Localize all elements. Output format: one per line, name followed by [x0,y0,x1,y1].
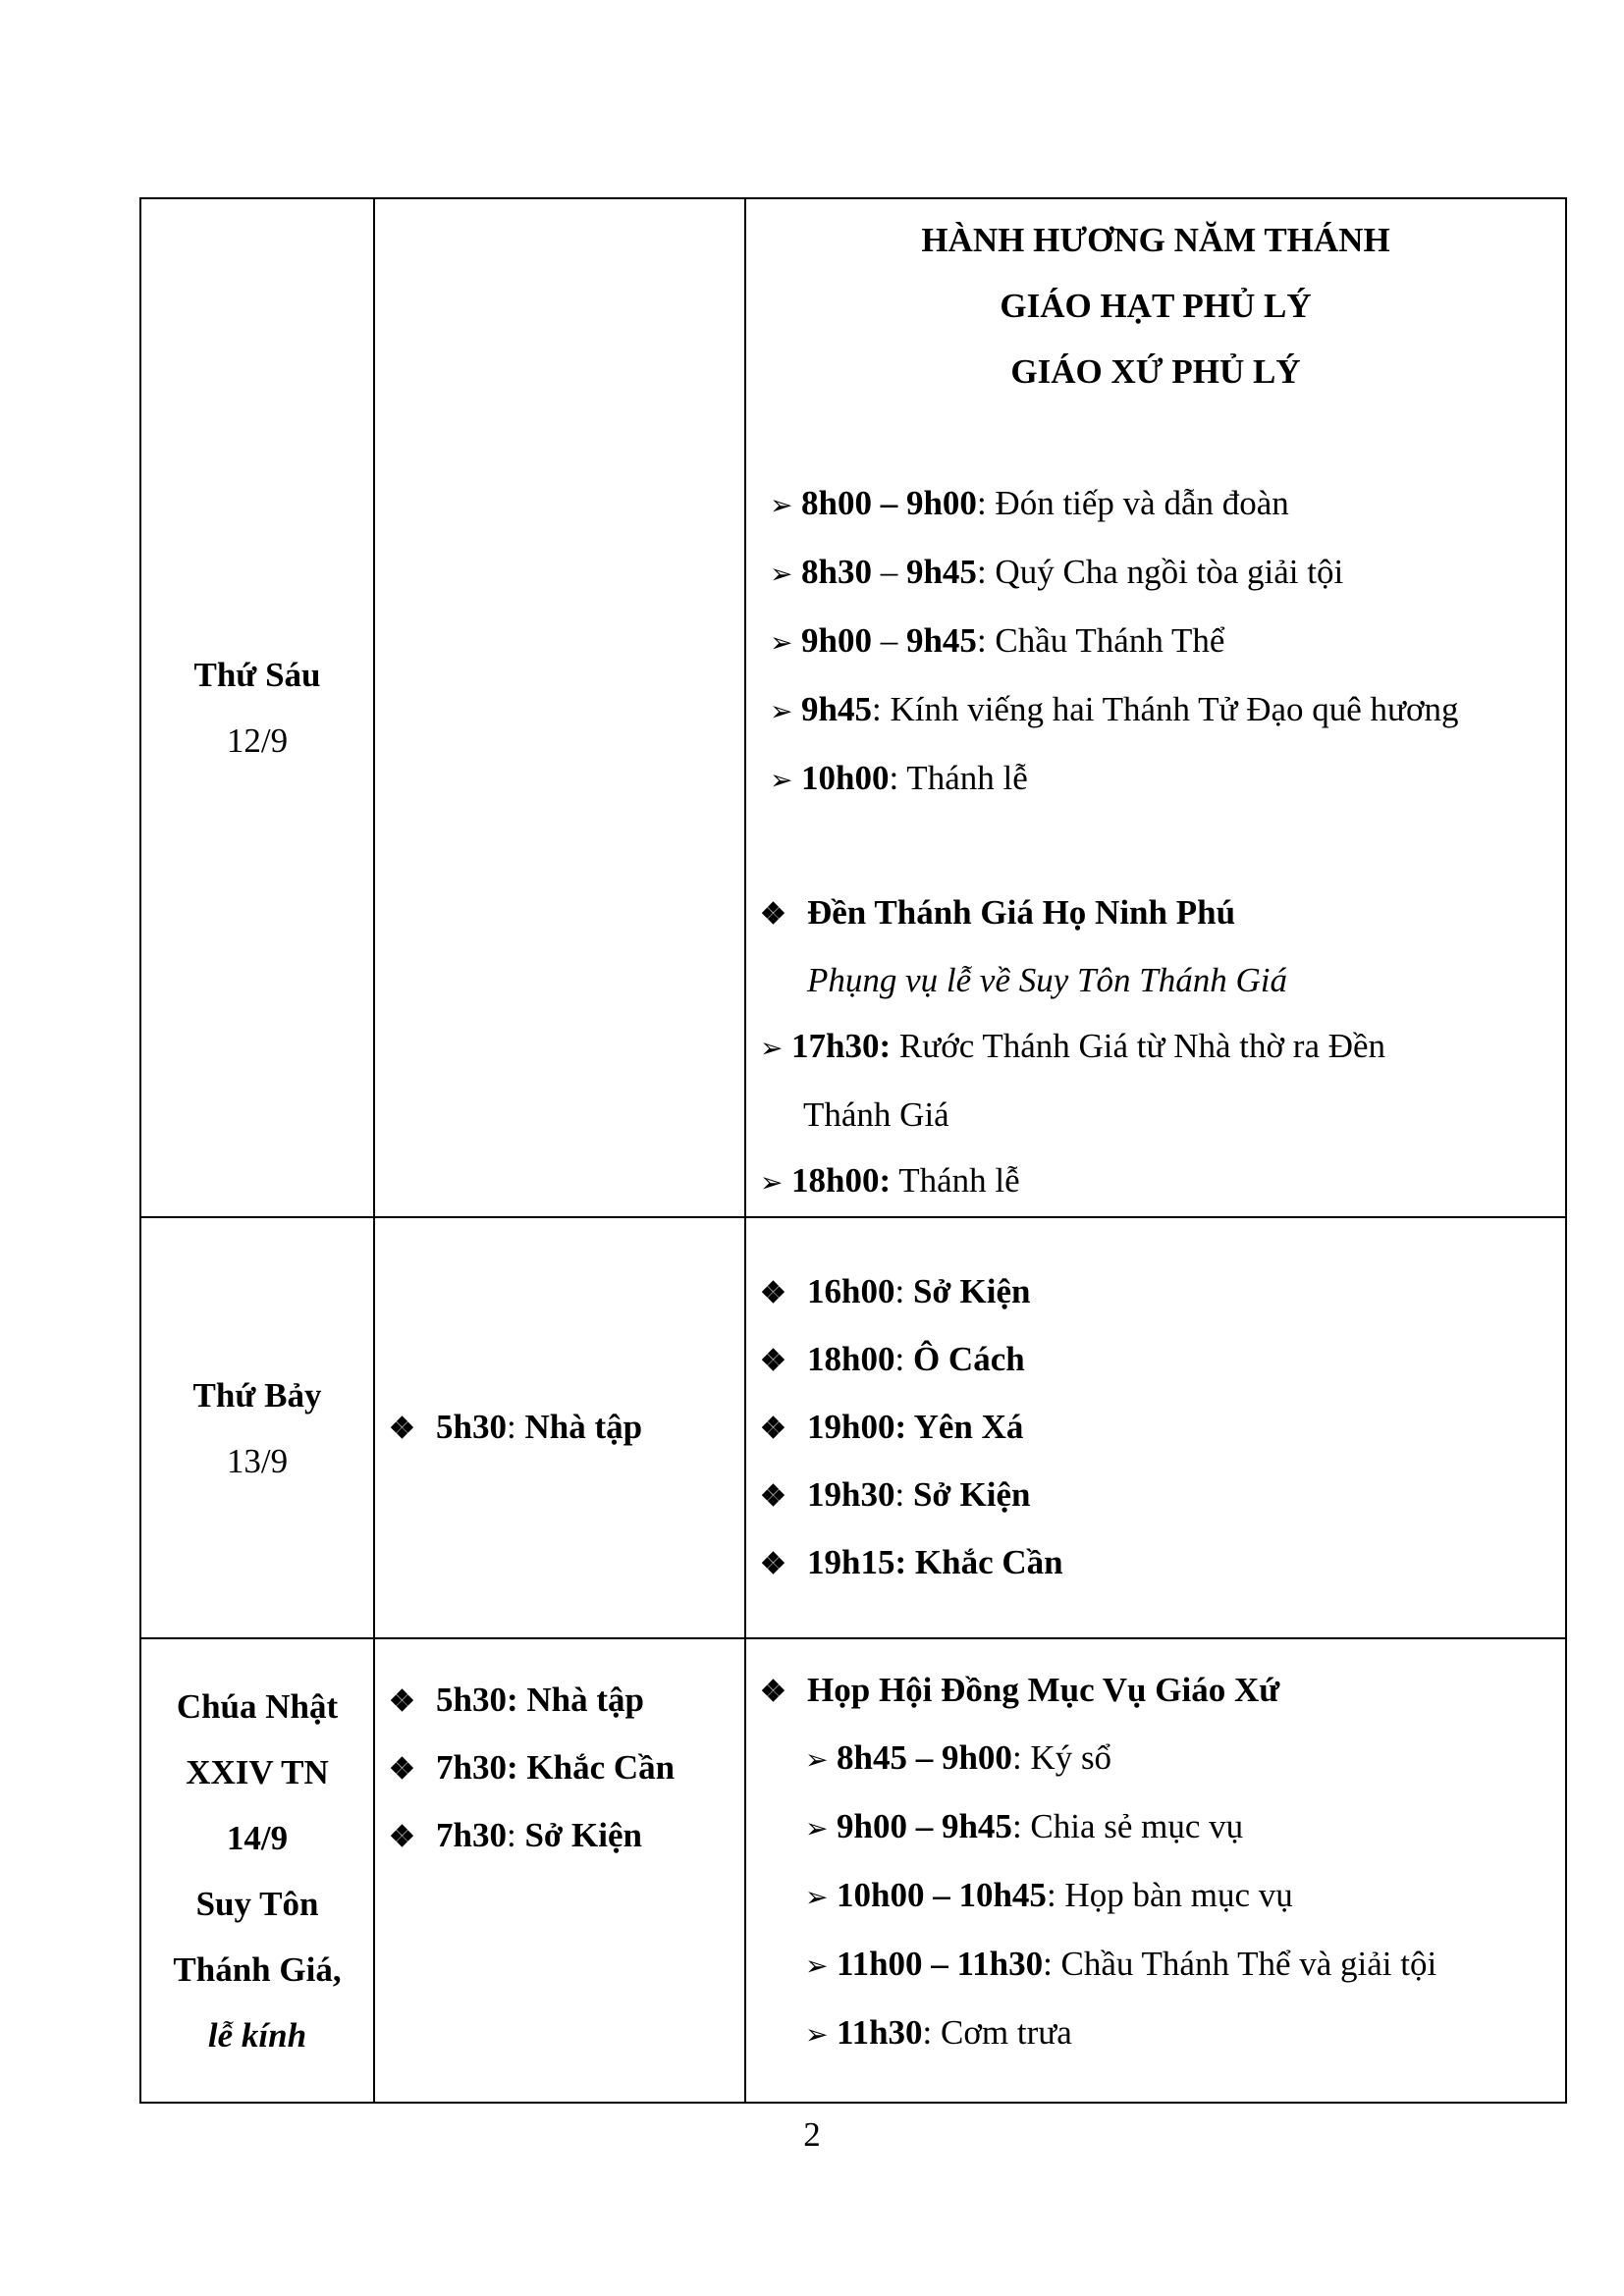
evening-cell [745,1217,1566,1638]
list-item: ➢ 11h00 – 11h30: Chầu Thánh Thể và giải tội [805,1931,1565,2000]
four-diamond-bullet-icon: ❖ [760,1676,786,1708]
morning-cell [374,1217,745,1638]
day-line: 14/9 [226,1818,289,1857]
schedule-table [139,197,1567,2104]
four-diamond-bullet-icon: ❖ [389,1413,415,1445]
program-heading-3: GIÁO XỨ PHỦ LÝ [1010,352,1301,391]
day-line: XXIV TN [186,1752,329,1791]
list-item: ➢ 9h00 – 9h45: Chầu Thánh Thể [770,608,1565,676]
list-item: ❖ 5h30: Nhà tập [389,1394,744,1462]
list-item: ➢ 10h00 – 10h45: Họp bàn mục vụ [805,1862,1565,1931]
sub-heading: ❖ Đền Thánh Giá Họ Ninh Phú [760,880,1565,947]
list-item: ❖ 18h00: Ô Cách [760,1326,1565,1394]
day-cell [140,1638,374,2103]
morning-cell [374,1638,745,2103]
day-name: Thứ Bảy [192,1375,322,1415]
list-item: ❖ 19h30: Sở Kiện [760,1462,1565,1529]
morning-cell [374,198,745,1217]
day-cell [140,198,374,1217]
list-item: ➢ 8h45 – 9h00: Ký sổ [805,1725,1565,1793]
table-row [140,198,1566,1217]
day-line: Chúa Nhật [176,1686,339,1726]
four-diamond-bullet-icon: ❖ [760,898,786,931]
four-diamond-bullet-icon: ❖ [760,1277,786,1309]
list-item: ❖ 5h30: Nhà tập [389,1667,744,1735]
arrowhead-bullet-icon: ➢ [770,697,793,727]
list-item: ➢ 8h30 – 9h45: Quý Cha ngồi tòa giải tội [770,539,1565,608]
arrowhead-bullet-icon: ➢ [770,491,793,521]
list-item: ➢ 8h00 – 9h00: Đón tiếp và dẫn đoàn [770,470,1565,539]
four-diamond-bullet-icon: ❖ [389,1753,415,1786]
four-diamond-bullet-icon: ❖ [760,1548,786,1580]
arrowhead-bullet-icon: ➢ [770,560,793,590]
arrowhead-bullet-icon: ➢ [805,1814,829,1844]
day-date: 13/9 [226,1441,289,1480]
arrowhead-bullet-icon: ➢ [805,1951,829,1982]
sub-note: Phụng vụ lễ về Suy Tôn Thánh Giá [807,961,1287,999]
day-line: Suy Tôn [195,1884,319,1923]
four-diamond-bullet-icon: ❖ [760,1480,786,1513]
list-item: ➢ 17h30: Rước Thánh Giá từ Nhà thờ ra Đền [760,1013,1565,1082]
meeting-heading: ❖ Họp Hội Đồng Mục Vụ Giáo Xứ [760,1657,1565,1725]
program-heading-1: HÀNH HƯƠNG NĂM THÁNH [921,221,1390,259]
page-number: 2 [803,2115,821,2154]
list-item: ➢ 11h30: Cơm trưa [805,2000,1565,2068]
list-item: ❖ 7h30: Sở Kiện [389,1802,744,1870]
arrowhead-bullet-icon: ➢ [805,2020,829,2051]
list-item: ❖ 16h00: Sở Kiện [760,1258,1565,1326]
list-item: ➢ 9h45: Kính viếng hai Thánh Tử Đạo quê hương [770,676,1565,745]
four-diamond-bullet-icon: ❖ [760,1345,786,1377]
table-row [140,1638,1566,2103]
day-line: lễ kính [207,2015,307,2055]
four-diamond-bullet-icon: ❖ [760,1413,786,1445]
list-item: ❖ 7h30: Khắc Cần [389,1735,744,1802]
list-item: ➢ 9h00 – 9h45: Chia sẻ mục vụ [805,1793,1565,1862]
four-diamond-bullet-icon: ❖ [389,1685,415,1718]
arrowhead-bullet-icon: ➢ [805,1745,829,1776]
day-date: 12/9 [226,721,289,760]
list-item: ➢ 10h00: Thánh lễ [770,745,1565,814]
arrowhead-bullet-icon: ➢ [770,628,793,659]
four-diamond-bullet-icon: ❖ [389,1821,415,1853]
program-heading-2: GIÁO HẠT PHỦ LÝ [1000,287,1312,325]
program-cell [745,198,1566,1217]
day-name: Thứ Sáu [193,656,321,694]
arrowhead-bullet-icon: ➢ [770,766,793,796]
arrowhead-bullet-icon: ➢ [805,1883,829,1913]
list-item-continuation: Thánh Giá [803,1095,949,1134]
arrowhead-bullet-icon: ➢ [760,1034,784,1064]
arrowhead-bullet-icon: ➢ [760,1168,784,1199]
list-item: ➢ 18h00: Thánh lễ [760,1148,1565,1216]
table-row [140,1217,1566,1638]
list-item: ❖ 19h15: Khắc Cần [760,1529,1565,1597]
day-cell [140,1217,374,1638]
meeting-cell [745,1638,1566,2103]
list-item: ❖ 19h00: Yên Xá [760,1394,1565,1462]
day-line: Thánh Giá, [173,1949,342,1989]
